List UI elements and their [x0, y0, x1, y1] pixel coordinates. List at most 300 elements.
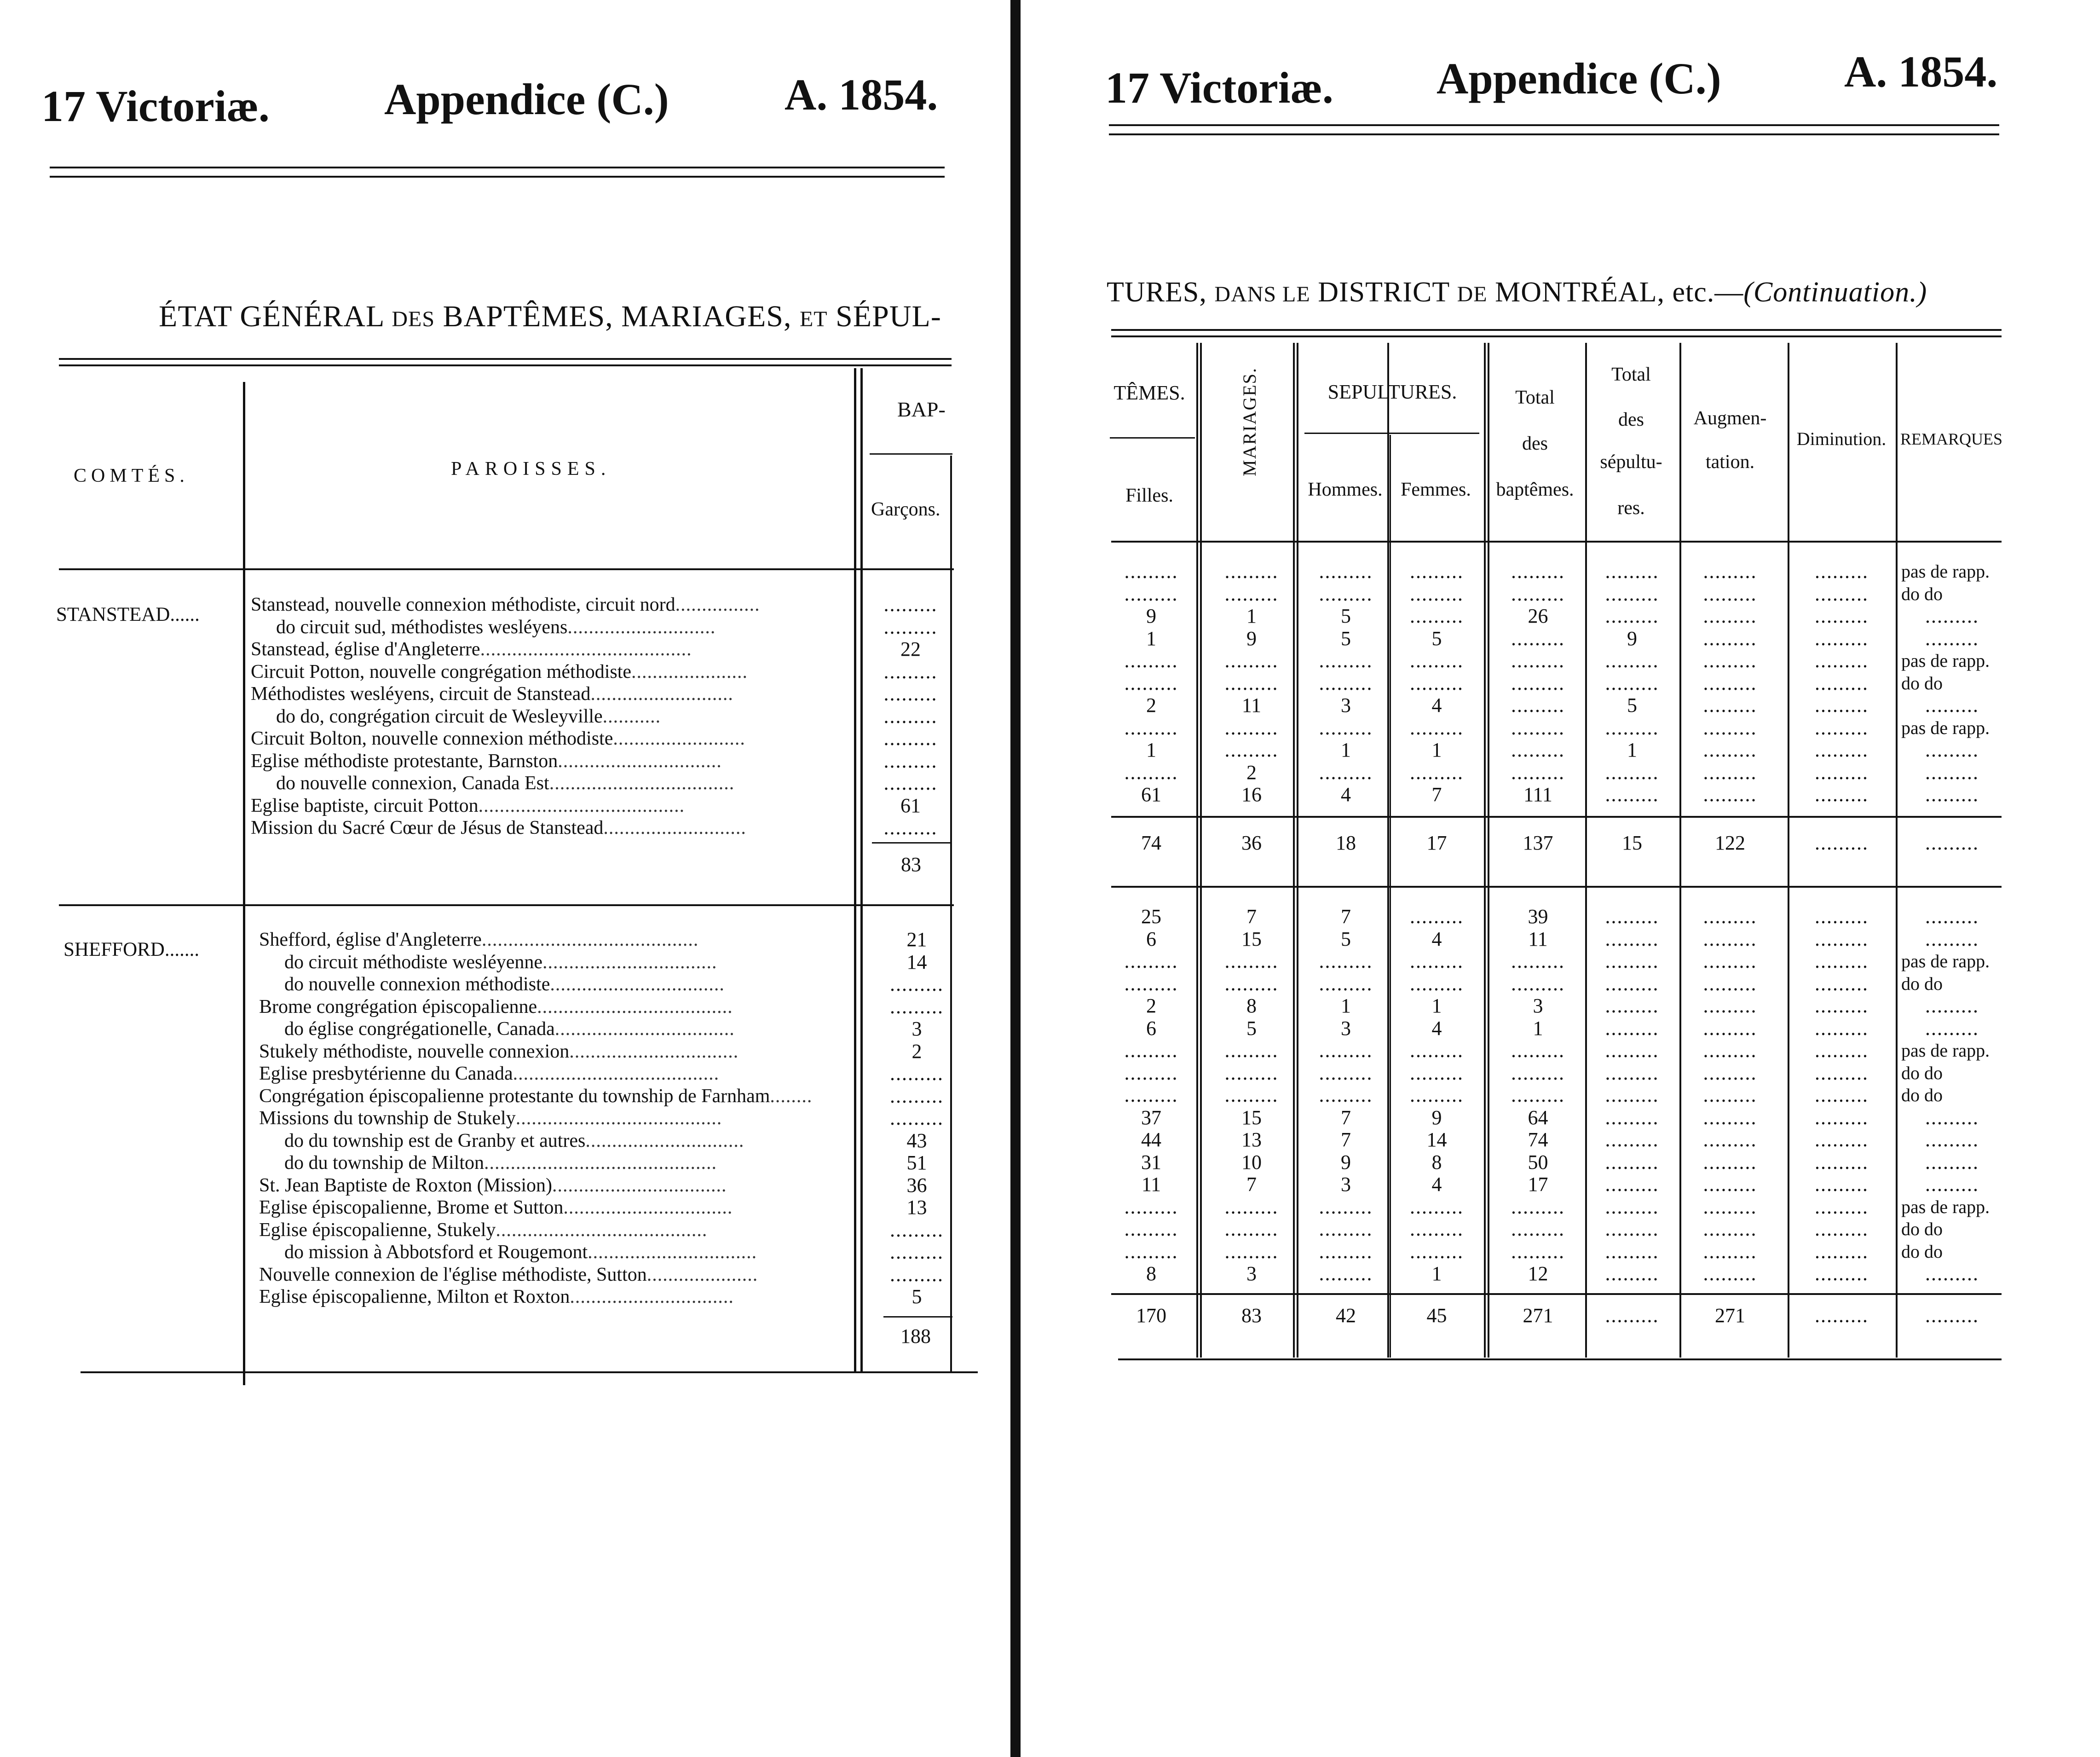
shefford-empty-cell: ......... [1410, 972, 1464, 995]
stanstead-empty-cell: ......... [1319, 761, 1373, 784]
shefford-parish-name: Eglise presbytérienne du Canada [259, 1063, 513, 1084]
shefford-parish [259, 1085, 812, 1107]
shefford-garcons-empty: ......... [890, 1241, 944, 1263]
shefford-empty-cell: ......... [1319, 1062, 1373, 1084]
stanstead-empty-cell: ......... [1410, 650, 1464, 672]
shefford-cell: 14 [1426, 1128, 1447, 1151]
shefford-cell: 37 [1141, 1106, 1161, 1129]
shefford-total-cell: 45 [1426, 1304, 1447, 1327]
shefford-total-empty: ......... [1925, 1305, 1979, 1327]
stanstead-garcons-empty: ......... [883, 594, 938, 616]
stanstead-empty-cell: ......... [1815, 694, 1869, 717]
shefford-cell: 1 [1341, 994, 1351, 1017]
stanstead-parish-name: Eglise baptiste, circuit Potton [251, 795, 479, 816]
shefford-garcons-cell: 51 [906, 1151, 927, 1174]
shefford-garcons-empty: ......... [890, 973, 944, 995]
shefford-parish-name: do circuit méthodiste wesléyenne [284, 951, 542, 973]
shefford-parish [259, 996, 733, 1018]
column-header-hommes: Hommes. [1308, 479, 1383, 500]
shefford-cell: 10 [1241, 1150, 1262, 1173]
shefford-garcons-empty: ......... [890, 1219, 944, 1241]
shefford-empty-cell: ......... [1815, 1151, 1869, 1173]
shefford-empty-cell: ......... [1511, 972, 1565, 995]
temes-subrule [1110, 437, 1195, 439]
shefford-parish-name: St. Jean Baptiste de Roxton (Mission) [259, 1174, 552, 1196]
stanstead-empty-cell: ......... [1703, 761, 1757, 784]
stanstead-parish-leader: ......................... [613, 728, 745, 749]
shefford-parish-leader: ....................................... [513, 1063, 720, 1084]
shefford-cell: 7 [1341, 905, 1351, 928]
stanstead-sum-rule [872, 842, 950, 844]
stanstead-parish-name: Circuit Bolton, nouvelle connexion méthodiste [251, 728, 613, 749]
stanstead-empty-cell: ......... [1224, 650, 1279, 672]
stanstead-garcons-empty: ......... [883, 660, 938, 683]
stanstead-parish-name: do circuit sud, méthodistes wesléyens [276, 616, 568, 638]
shefford-empty-cell: ......... [1224, 1218, 1279, 1240]
shefford-empty-cell: ......... [1124, 1062, 1178, 1084]
stanstead-remarque: do do [1901, 672, 1943, 694]
column-header-filles: Filles. [1125, 485, 1173, 506]
shefford-total-empty: ......... [1605, 1305, 1659, 1327]
shefford-garcons-empty: ......... [890, 1063, 944, 1085]
stanstead-garcons-empty: ......... [883, 683, 938, 705]
stanstead-total-empty: ......... [1815, 832, 1869, 854]
shefford-empty-cell: ......... [1124, 1084, 1178, 1106]
stanstead-empty-cell: ......... [1224, 561, 1279, 583]
stanstead-empty-cell: ......... [1319, 717, 1373, 739]
shefford-parish-name: Eglise épiscopalienne, Stukely [259, 1219, 496, 1241]
sepultures-subrule [1304, 433, 1479, 434]
stanstead-remarque: pas de rapp. [1901, 650, 1990, 671]
stanstead-garcons-empty: ......... [883, 750, 938, 772]
shefford-empty-cell: ......... [1815, 906, 1869, 928]
stanstead-parish-name: Stanstead, nouvelle connexion méthodiste, circuit nord [251, 594, 675, 615]
shefford-garcons-cell: 13 [906, 1196, 927, 1219]
shefford-parish [259, 1174, 727, 1196]
stanstead-empty-cell: ......... [1815, 583, 1869, 605]
stanstead-parish [251, 683, 733, 705]
shefford-empty-cell: ......... [1511, 1062, 1565, 1084]
stanstead-empty-cell: ......... [1511, 672, 1565, 694]
shefford-parish-leader: .................................. [554, 1018, 735, 1040]
shefford-empty-cell: ......... [1925, 1263, 1979, 1285]
shefford-garcons-cell: 21 [906, 928, 927, 951]
shefford-parish [284, 973, 725, 995]
stanstead-empty-cell: ......... [1925, 694, 1979, 717]
shefford-empty-cell: ......... [1703, 1240, 1757, 1263]
stanstead-parish-name: Eglise méthodiste protestante, Barnston [251, 750, 558, 772]
stanstead-garcons-total: 83 [901, 853, 921, 876]
shefford-empty-cell: ......... [1703, 950, 1757, 972]
stanstead-parish-leader: ........................... [603, 817, 746, 838]
column-header-sepultures: SEPULTURES. [1327, 381, 1457, 403]
right-header-appendix: Appendice (C.) [1437, 54, 1721, 103]
shefford-empty-cell: ......... [1605, 1040, 1659, 1062]
shefford-cell: 15 [1241, 1106, 1262, 1129]
shefford-empty-cell: ......... [1605, 928, 1659, 950]
stanstead-empty-cell: ......... [1511, 627, 1565, 650]
stanstead-parish-name: Méthodistes wesléyens, circuit de Stanstead [251, 683, 591, 705]
stanstead-total-cell: 36 [1241, 832, 1262, 854]
shefford-cell: 4 [1431, 1173, 1442, 1196]
stanstead-empty-cell: ......... [1511, 717, 1565, 739]
shefford-empty-cell: ......... [1605, 1084, 1659, 1106]
shefford-empty-cell: ......... [1319, 1196, 1373, 1218]
stanstead-garcons-empty: ......... [883, 817, 938, 839]
shefford-parish [284, 1152, 717, 1174]
shefford-remarque: do do [1901, 1241, 1943, 1262]
shefford-total-cell: 271 [1715, 1304, 1745, 1327]
stanstead-empty-cell: ......... [1224, 672, 1279, 694]
stanstead-figures-bottom-rule [1111, 886, 2002, 888]
shefford-cell: 25 [1141, 905, 1161, 928]
shefford-empty-cell: ......... [1815, 1106, 1869, 1129]
shefford-parish-name: Brome congrégation épiscopalienne [259, 996, 537, 1017]
right-col-divider [1679, 343, 1681, 1358]
shefford-cell: 31 [1141, 1150, 1161, 1173]
shefford-cell: 3 [1246, 1262, 1257, 1285]
stanstead-empty-cell: ......... [1224, 583, 1279, 605]
stanstead-empty-cell: ......... [1605, 761, 1659, 784]
shefford-cell: 39 [1528, 905, 1548, 928]
right-col-divider [1196, 343, 1198, 1358]
stanstead-garcons-empty: ......... [883, 705, 938, 728]
column-header-total-baptemes-2: des [1522, 433, 1548, 454]
shefford-empty-cell: ......... [1815, 1263, 1869, 1285]
stanstead-empty-cell: ......... [1925, 761, 1979, 784]
stanstead-empty-cell: ......... [1124, 717, 1178, 739]
shefford-parish-leader: ..................................... [537, 996, 733, 1017]
shefford-empty-cell: ......... [1925, 1129, 1979, 1151]
stanstead-garcons-empty: ......... [883, 616, 938, 638]
stanstead-empty-cell: ......... [1410, 605, 1464, 627]
shefford-cell: 4 [1431, 927, 1442, 950]
shefford-remarque: do do [1901, 1219, 1943, 1239]
shefford-empty-cell: ......... [1511, 950, 1565, 972]
shefford-empty-cell: ......... [1224, 1040, 1279, 1062]
shefford-cell: 1 [1431, 994, 1442, 1017]
stanstead-empty-cell: ......... [1703, 717, 1757, 739]
shefford-cell: 1 [1431, 1262, 1442, 1285]
stanstead-empty-cell: ......... [1815, 784, 1869, 806]
shefford-empty-cell: ......... [1410, 1040, 1464, 1062]
shefford-empty-cell: ......... [1124, 972, 1178, 995]
stanstead-empty-cell: ......... [1703, 650, 1757, 672]
stanstead-cell: 5 [1341, 627, 1351, 650]
left-header-appendix: Appendice (C.) [384, 75, 669, 124]
shefford-empty-cell: ......... [1511, 1218, 1565, 1240]
shefford-parish [284, 1130, 744, 1152]
column-header-diminution: Diminution. [1796, 428, 1887, 449]
shefford-cell: 12 [1528, 1262, 1548, 1285]
shefford-parish [259, 1196, 733, 1219]
shefford-remarque: do do [1901, 1085, 1943, 1105]
shefford-empty-cell: ......... [1815, 1017, 1869, 1040]
stanstead-empty-cell: ......... [1815, 605, 1869, 627]
shefford-cell: 1 [1533, 1017, 1543, 1040]
shefford-remarque: pas de rapp. [1901, 951, 1990, 971]
stanstead-empty-cell: ......... [1605, 672, 1659, 694]
sepultures-inner-divider [1390, 435, 1391, 1358]
stanstead-total-rule [1111, 816, 2002, 818]
stanstead-cell: 7 [1431, 783, 1442, 806]
stanstead-total-empty: ......... [1925, 832, 1979, 854]
shefford-total-empty: ......... [1815, 1305, 1869, 1327]
shefford-cell: 44 [1141, 1128, 1161, 1151]
shefford-empty-cell: ......... [1703, 1218, 1757, 1240]
stanstead-empty-cell: ......... [1319, 650, 1373, 672]
shefford-cell: 15 [1241, 927, 1262, 950]
shefford-garcons-cell: 5 [912, 1285, 922, 1308]
shefford-empty-cell: ......... [1410, 1196, 1464, 1218]
shefford-parish-leader: ................................ [588, 1242, 757, 1263]
shefford-empty-cell: ......... [1319, 950, 1373, 972]
right-page [1054, 0, 2100, 1757]
shefford-cell: 8 [1431, 1150, 1442, 1173]
shefford-empty-cell: ......... [1703, 1017, 1757, 1040]
stanstead-empty-cell: ......... [1925, 605, 1979, 627]
column-header-total-sepultures-3: sépultu- [1600, 451, 1662, 473]
shefford-total-rule [1111, 1293, 2002, 1295]
column-header-mariages: MARIAGES. [1239, 367, 1260, 476]
shefford-empty-cell: ......... [1703, 995, 1757, 1017]
shefford-cell: 11 [1141, 1173, 1161, 1196]
stanstead-cell: 4 [1431, 694, 1442, 717]
shefford-cell: 9 [1431, 1106, 1442, 1129]
shefford-parish-leader: ................................ [563, 1197, 733, 1218]
column-header-total-sepultures-1: Total [1611, 364, 1651, 385]
right-col-divider [1896, 343, 1898, 1358]
stanstead-empty-cell: ......... [1511, 694, 1565, 717]
shefford-empty-cell: ......... [1815, 1129, 1869, 1151]
stanstead-cell: 1 [1146, 627, 1156, 650]
shefford-empty-cell: ......... [1815, 1040, 1869, 1062]
shefford-total-cell: 170 [1136, 1304, 1166, 1327]
stanstead-total-cell: 137 [1523, 832, 1553, 854]
shefford-parish-name: Eglise épiscopalienne, Brome et Sutton [259, 1197, 564, 1218]
shefford-empty-cell: ......... [1124, 950, 1178, 972]
shefford-parish-leader: ................................ [569, 1040, 739, 1062]
stanstead-parish [251, 795, 685, 817]
stanstead-empty-cell: ......... [1815, 717, 1869, 739]
stanstead-empty-cell: ......... [1124, 672, 1178, 694]
shefford-parish [259, 1040, 738, 1063]
left-table-top-rule [59, 358, 952, 366]
shefford-parish [284, 1018, 735, 1040]
shefford-empty-cell: ......... [1124, 1196, 1178, 1218]
left-col-divider-2b [860, 368, 863, 1371]
shefford-empty-cell: ......... [1605, 972, 1659, 995]
shefford-parish-name: Stukely méthodiste, nouvelle connexion [259, 1040, 570, 1062]
shefford-cell: 8 [1246, 994, 1257, 1017]
stanstead-parish [276, 705, 661, 728]
shefford-parish [259, 1286, 734, 1308]
shefford-cell: 17 [1528, 1173, 1548, 1196]
shefford-cell: 7 [1246, 905, 1257, 928]
shefford-empty-cell: ......... [1319, 1240, 1373, 1263]
shefford-parish [284, 1241, 757, 1263]
stanstead-empty-cell: ......... [1815, 627, 1869, 650]
shefford-empty-cell: ......... [1319, 1263, 1373, 1285]
stanstead-empty-cell: ......... [1410, 717, 1464, 739]
left-header-rule [50, 167, 945, 178]
right-col-divider [1788, 343, 1789, 1358]
shefford-empty-cell: ......... [1925, 1173, 1979, 1196]
shefford-empty-cell: ......... [1605, 1129, 1659, 1151]
shefford-empty-cell: ......... [1815, 1062, 1869, 1084]
shefford-empty-cell: ......... [1224, 1196, 1279, 1218]
shefford-cell: 6 [1146, 927, 1156, 950]
shefford-garcons-empty: ......... [890, 1085, 944, 1107]
stanstead-empty-cell: ......... [1319, 561, 1373, 583]
shefford-empty-cell: ......... [1925, 906, 1979, 928]
shefford-parish-name: Nouvelle connexion de l'église méthodiste, Sutton [259, 1264, 647, 1285]
stanstead-parish-name: Circuit Potton, nouvelle congrégation méthodiste [251, 661, 632, 682]
shefford-parish-name: do du township de Milton [284, 1152, 485, 1173]
shefford-garcons-cell: 14 [906, 950, 927, 973]
stanstead-cell: 1 [1246, 605, 1257, 627]
shefford-empty-cell: ......... [1925, 1151, 1979, 1173]
shefford-empty-cell: ......... [1605, 1196, 1659, 1218]
right-col-divider [1200, 343, 1202, 1358]
stanstead-cell: 9 [1146, 605, 1156, 627]
shefford-total-cell: 42 [1336, 1304, 1356, 1327]
shefford-empty-cell: ......... [1511, 1084, 1565, 1106]
stanstead-parish [251, 594, 760, 616]
stanstead-cell: 1 [1431, 739, 1442, 761]
stanstead-cell: 9 [1627, 627, 1637, 650]
shefford-parish-leader: ................................. [542, 951, 717, 973]
stanstead-cell: 16 [1241, 783, 1262, 806]
stanstead-empty-cell: ......... [1124, 561, 1178, 583]
shefford-parish-name: do église congrégationelle, Canada [284, 1018, 555, 1040]
shefford-cell: 4 [1431, 1017, 1442, 1040]
column-header-total-baptemes-1: Total [1515, 387, 1555, 408]
shefford-empty-cell: ......... [1319, 1084, 1373, 1106]
county-stanstead: STANSTEAD...... [56, 604, 200, 625]
stanstead-empty-cell: ......... [1815, 761, 1869, 784]
shefford-empty-cell: ......... [1410, 1084, 1464, 1106]
shefford-parish [259, 1063, 719, 1085]
shefford-empty-cell: ......... [1703, 1151, 1757, 1173]
shefford-empty-cell: ......... [1605, 1218, 1659, 1240]
stanstead-block-bottom-rule [59, 904, 954, 906]
shefford-empty-cell: ......... [1703, 906, 1757, 928]
stanstead-empty-cell: ......... [1703, 672, 1757, 694]
stanstead-cell: 11 [1241, 694, 1262, 717]
shefford-cell: 3 [1341, 1173, 1351, 1196]
shefford-empty-cell: ......... [1815, 972, 1869, 995]
right-head-bottom-rule [1111, 541, 2002, 543]
shefford-empty-cell: ......... [1224, 1240, 1279, 1263]
stanstead-empty-cell: ......... [1511, 583, 1565, 605]
shefford-parish-leader: ............................... [570, 1286, 734, 1307]
right-table-bottom-rule [1118, 1358, 2002, 1360]
stanstead-empty-cell: ......... [1925, 784, 1979, 806]
book-spine [1010, 0, 1021, 1757]
stanstead-empty-cell: ......... [1410, 672, 1464, 694]
shefford-garcons-cell: 43 [906, 1129, 927, 1152]
shefford-parish-name: Congrégation épiscopalienne protestante du township de Farnham [259, 1085, 770, 1107]
stanstead-empty-cell: ......... [1511, 761, 1565, 784]
shefford-parish-leader: ........ [770, 1085, 813, 1107]
stanstead-empty-cell: ......... [1605, 605, 1659, 627]
shefford-remarque: do do [1901, 1062, 1943, 1083]
stanstead-empty-cell: ......... [1224, 739, 1279, 761]
stanstead-parish-leader: ............................... [558, 750, 722, 772]
shefford-parish [284, 951, 717, 973]
shefford-empty-cell: ......... [1511, 1040, 1565, 1062]
shefford-cell: 8 [1146, 1262, 1156, 1285]
shefford-empty-cell: ......... [1319, 1040, 1373, 1062]
shefford-parish-name: Eglise épiscopalienne, Milton et Roxton [259, 1286, 570, 1307]
shefford-cell: 5 [1341, 927, 1351, 950]
shefford-total-cell: 271 [1523, 1304, 1553, 1327]
shefford-cell: 6 [1146, 1017, 1156, 1040]
stanstead-cell: 26 [1528, 605, 1548, 627]
shefford-garcons-total: 188 [900, 1325, 931, 1347]
shefford-cell: 74 [1528, 1128, 1548, 1151]
shefford-empty-cell: ......... [1224, 1062, 1279, 1084]
shefford-empty-cell: ......... [1703, 1263, 1757, 1285]
shefford-empty-cell: ......... [1410, 950, 1464, 972]
stanstead-cell: 1 [1627, 739, 1637, 761]
shefford-parish-name: do du township est de Granby et autres [284, 1130, 586, 1151]
stanstead-empty-cell: ......... [1703, 694, 1757, 717]
shefford-empty-cell: ......... [1925, 995, 1979, 1017]
shefford-garcons-empty: ......... [890, 995, 944, 1018]
shefford-empty-cell: ......... [1410, 1218, 1464, 1240]
shefford-empty-cell: ......... [1703, 928, 1757, 950]
stanstead-cell: 61 [1141, 783, 1161, 806]
stanstead-cell: 1 [1146, 739, 1156, 761]
stanstead-parish-leader: ................ [675, 594, 760, 615]
shefford-empty-cell: ......... [1605, 1106, 1659, 1129]
stanstead-cell: 1 [1341, 739, 1351, 761]
stanstead-parish-name: do do, congrégation circuit de Wesleyville [276, 705, 603, 727]
shefford-empty-cell: ......... [1703, 1129, 1757, 1151]
stanstead-empty-cell: ......... [1511, 650, 1565, 672]
stanstead-empty-cell: ......... [1815, 561, 1869, 583]
shefford-empty-cell: ......... [1605, 1062, 1659, 1084]
stanstead-empty-cell: ......... [1815, 739, 1869, 761]
stanstead-parish-leader: ....................................... [478, 795, 685, 816]
county-shefford: SHEFFORD....... [63, 939, 200, 960]
right-header-session: 17 Victoriæ. [1105, 63, 1333, 112]
shefford-empty-cell: ......... [1925, 928, 1979, 950]
shefford-cell: 64 [1528, 1106, 1548, 1129]
stanstead-parish-name: Mission du Sacré Cœur de Jésus de Stanstead [251, 817, 604, 838]
left-table-bottom-rule [81, 1371, 978, 1373]
stanstead-empty-cell: ......... [1319, 583, 1373, 605]
shefford-empty-cell: ......... [1815, 1218, 1869, 1240]
shefford-empty-cell: ......... [1224, 972, 1279, 995]
stanstead-total-cell: 17 [1426, 832, 1447, 854]
shefford-cell: 7 [1246, 1173, 1257, 1196]
shefford-empty-cell: ......... [1410, 906, 1464, 928]
stanstead-parish-name: Stanstead, église d'Angleterre [251, 639, 480, 660]
shefford-empty-cell: ......... [1605, 1151, 1659, 1173]
stanstead-parish [276, 616, 715, 638]
shefford-cell: 7 [1341, 1128, 1351, 1151]
shefford-empty-cell: ......... [1815, 928, 1869, 950]
shefford-empty-cell: ......... [1815, 1196, 1869, 1218]
stanstead-parish [251, 661, 748, 683]
stanstead-empty-cell: ......... [1605, 650, 1659, 672]
stanstead-empty-cell: ......... [1703, 583, 1757, 605]
stanstead-parish-leader: ...................... [631, 661, 748, 682]
stanstead-empty-cell: ......... [1605, 561, 1659, 583]
